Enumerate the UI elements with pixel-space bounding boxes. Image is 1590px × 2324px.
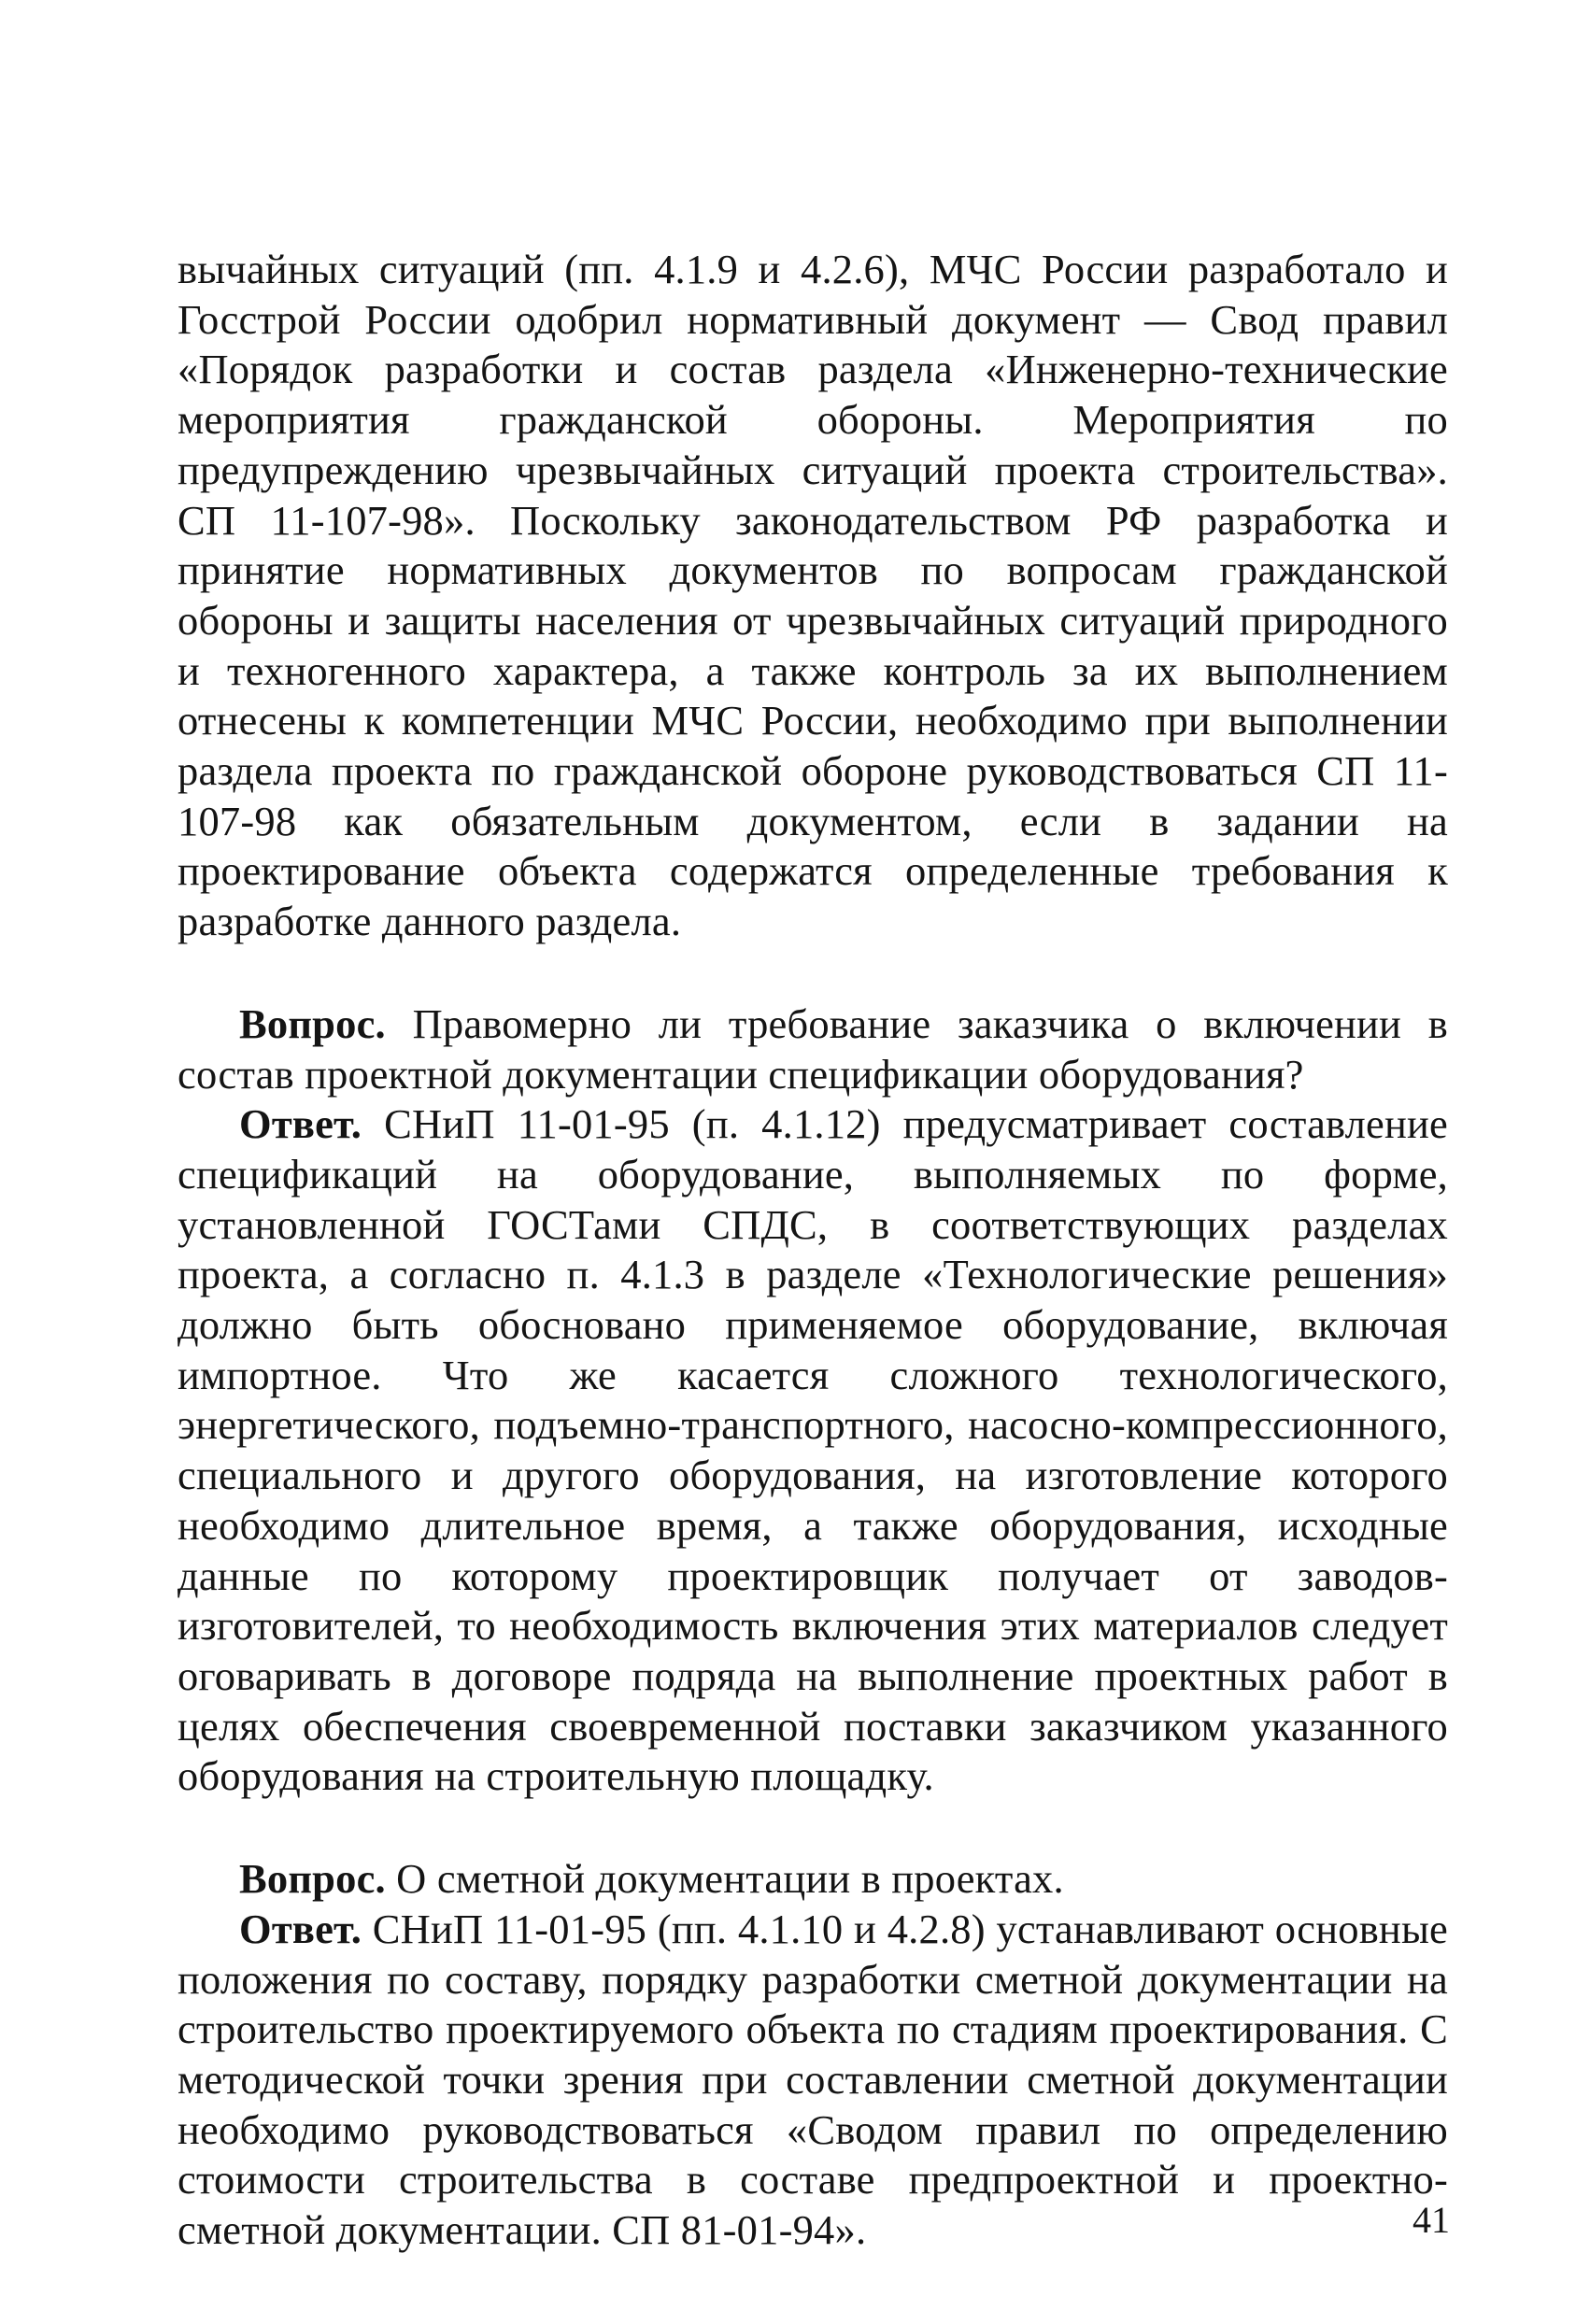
answer-text: СНиП 11-01-95 (пп. 4.1.10 и 4.2.8) устанавливают основные положения по составу, порядку разработки сметной документации на строительство проектируемого объекта по стадиям проектирования. С методической точки зрения при составлении сметной документации необходимо руководствоваться «Сводом правил по определению стоимости строительства в составе предпроектной и проектно-сметной документации. СП 81-01-94». bbox=[177, 1905, 1448, 2254]
page-number: 41 bbox=[1413, 2199, 1450, 2241]
question-paragraph bbox=[177, 1854, 1448, 1905]
continuation-paragraph: вычайных ситуаций (пп. 4.1.9 и 4.2.6), МЧС России разработало и Госстрой России одобрил нормативный документ — Свод правил «Порядок разработки и состав раздела «Инженерно-технические мероприятия гражданской обороны. Мероприятия по предупреждению чрезвычайных ситуаций проекта строительства». СП 11-107-98». Поскольку законодательством РФ разработка и принятие нормативных документов по вопросам гражданской обороны и защиты населения от чрезвычайных ситуаций природного и техногенного характера, а также контроль за их выполнением отнесены к компетенции МЧС России, необходимо при выполнении раздела проекта по гражданской обороне руководствоваться СП 11-107-98 как обязательным документом, если в задании на проектирование объекта содержатся определенные требования к разработке данного раздела. bbox=[177, 246, 1448, 945]
answer-paragraph bbox=[177, 1905, 1448, 2256]
answer-label: Ответ. bbox=[239, 1905, 362, 1952]
question-paragraph bbox=[177, 999, 1448, 1099]
paragraph-gap bbox=[177, 947, 1448, 999]
question-label: Вопрос. bbox=[239, 1855, 386, 1903]
question-label: Вопрос. bbox=[239, 999, 386, 1047]
body-text bbox=[177, 245, 1448, 2256]
answer-text: СНиП 11-01-95 (п. 4.1.12) предусматривает составление спецификаций на оборудование, выполняемых по форме, установленной ГОСТами СПДС, в соответствующих разделах проекта, а согласно п. 4.1.3 в разделе «Технологические решения» должно быть обосновано применяемое оборудование, включая импортное. Что же касается сложного технологического, энергетического, подъемно-транспортного, насосно-компрессионного, специального и другого оборудования, на изготовление которого необходимо длительное время, а также оборудования, исходные данные по которому проектировщик получает от заводов-изготовителей, то необходимость включения этих материалов следует оговаривать в договоре подряда на выполнение проектных работ в целях обеспечения своевременной поставки заказчиком указанного оборудования на строительную площадку. bbox=[177, 1100, 1448, 1800]
question-text: Правомерно ли требование заказчика о включении в состав проектной документации спецификации оборудования? bbox=[177, 999, 1448, 1098]
answer-paragraph bbox=[177, 1099, 1448, 1802]
question-text: О сметной документации в проектах. bbox=[385, 1855, 1064, 1903]
answer-label: Ответ. bbox=[239, 1100, 362, 1148]
paragraph-gap bbox=[177, 1802, 1448, 1854]
